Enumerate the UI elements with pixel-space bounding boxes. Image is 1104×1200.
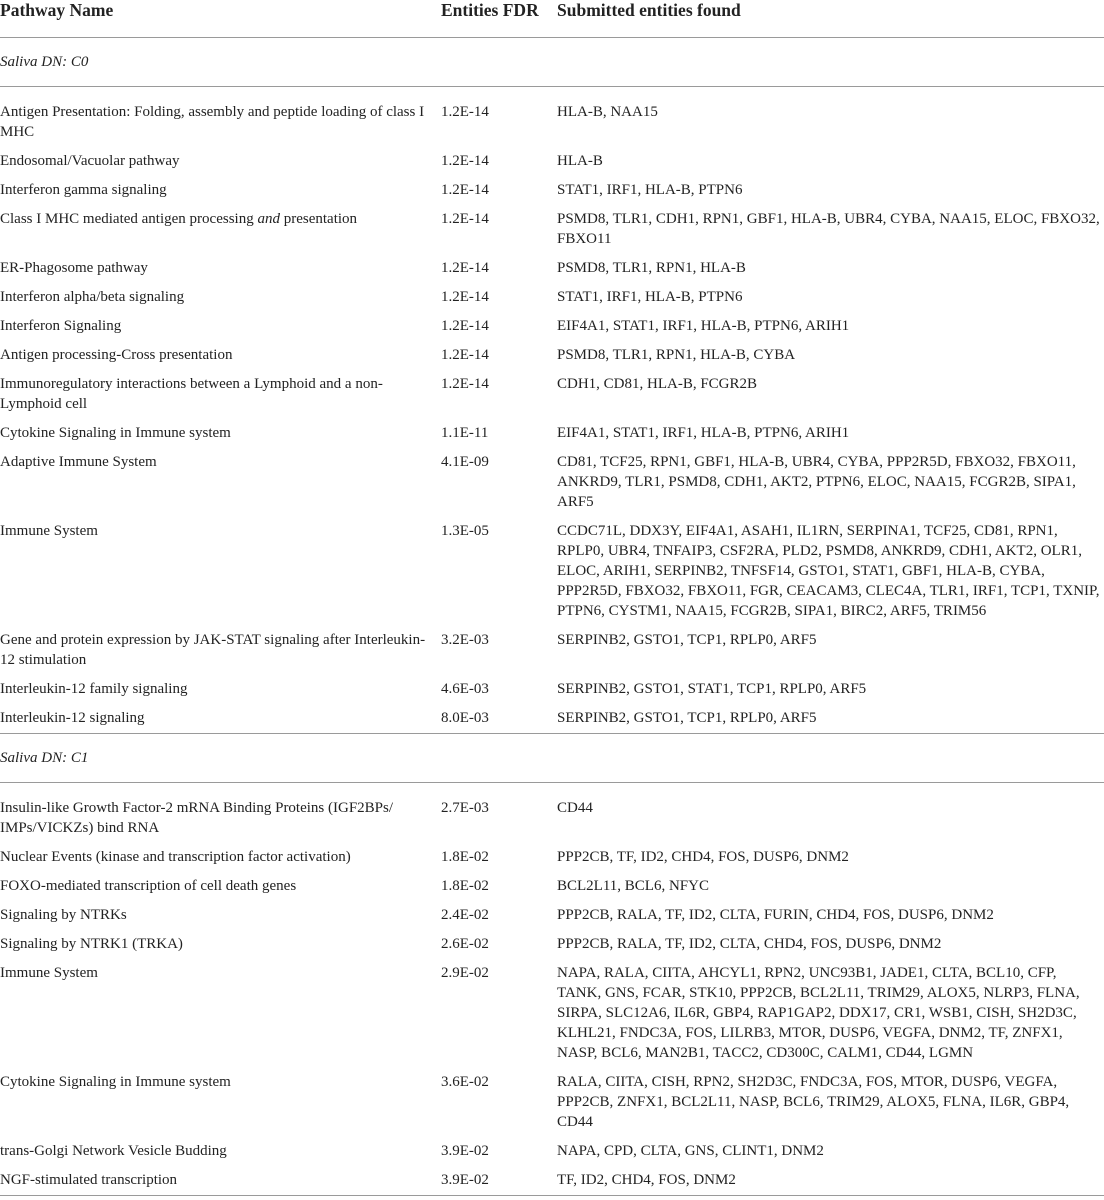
pathway-name-cell xyxy=(0,675,441,704)
submitted-entities-cell: CCDC71L, DDX3Y, EIF4A1, ASAH1, IL1RN, SERPINA1, TCF25, CD81, RPN1, RPLP0, UBR4, TNFAIP3, CSF2RA, PLD2, PSMD8, ANKRD9, CDH1, AKT2, OLR1, ELOC, ARIH1, SERPINB2, TNFSF14, GSTO1, STAT1, GBF1, HLA-B, CYBA, PPP2R5D, FBXO32, FBXO11, FGR, CEACAM3, CLEC4A, TLR1, IRF1, TCP1, TXNIP, PTPN6, CYSTM1, NAA15, FCGR2B, SIPA1, BIRC2, ARF5, TRIM56 xyxy=(557,523,1100,619)
header-submitted-entities: Submitted entities found xyxy=(557,0,741,20)
submitted-entities-cell: CD44 xyxy=(557,800,593,816)
section-title: Saliva DN: C0 xyxy=(0,54,89,70)
entities-fdr-cell: 1.2E-14 xyxy=(441,347,489,363)
section-c0 xyxy=(0,38,1104,734)
entities-fdr-cell: 1.1E-11 xyxy=(441,425,489,441)
pathway-name-text: Class I MHC mediated antigen processing xyxy=(0,211,258,227)
table-row xyxy=(0,872,1104,901)
entities-fdr-cell: 1.2E-14 xyxy=(441,289,489,305)
pathway-name-text: FOXO-mediated transcription of cell death genes xyxy=(0,878,297,894)
table-row xyxy=(0,176,1104,205)
pathway-name-cell xyxy=(0,1137,441,1166)
submitted-entities-cell: CD81, TCF25, RPN1, GBF1, HLA-B, UBR4, CYBA, PPP2R5D, FBXO32, FBXO11, ANKRD9, TLR1, PSMD8, CDH1, AKT2, PTPN6, ELOC, NAA15, FCGR2B, SIPA1, ARF5 xyxy=(557,454,1076,510)
submitted-entities-cell: EIF4A1, STAT1, IRF1, HLA-B, PTPN6, ARIH1 xyxy=(557,425,850,441)
entities-fdr-cell: 2.4E-02 xyxy=(441,907,489,923)
table-row xyxy=(0,147,1104,176)
submitted-entities-cell: NAPA, CPD, CLTA, GNS, CLINT1, DNM2 xyxy=(557,1143,824,1159)
table-row xyxy=(0,1166,1104,1196)
entities-fdr-cell: 1.2E-14 xyxy=(441,211,489,227)
entities-fdr-cell: 3.9E-02 xyxy=(441,1172,489,1188)
pathway-name-text: Interferon Signaling xyxy=(0,318,122,334)
table-row xyxy=(0,1068,1104,1137)
table-header xyxy=(0,0,1104,38)
submitted-entities-cell: STAT1, IRF1, HLA-B, PTPN6 xyxy=(557,289,743,305)
pathway-name-text: Insulin-like Growth Factor-2 mRNA Binding Proteins (IGF2BPs/ IMPs/VICKZs) bind RNA xyxy=(0,800,394,836)
pathway-name-text: Interleukin-12 family signaling xyxy=(0,681,188,697)
submitted-entities-cell: PPP2CB, TF, ID2, CHD4, FOS, DUSP6, DNM2 xyxy=(557,849,849,865)
submitted-entities-cell: HLA-B xyxy=(557,153,603,169)
submitted-entities-cell: PSMD8, TLR1, RPN1, HLA-B xyxy=(557,260,746,276)
pathway-name-cell xyxy=(0,872,441,901)
table-row xyxy=(0,370,1104,419)
table-row xyxy=(0,312,1104,341)
header-entities-fdr: Entities FDR xyxy=(441,0,539,20)
pathway-name-text: trans-Golgi Network Vesicle Budding xyxy=(0,1143,227,1159)
pathway-name-text: Gene and protein expression by JAK-STAT signaling after Interleukin-12 stimulation xyxy=(0,632,426,668)
entities-fdr-cell: 4.6E-03 xyxy=(441,681,489,697)
pathway-name-cell xyxy=(0,1068,441,1137)
submitted-entities-cell: TF, ID2, CHD4, FOS, DNM2 xyxy=(557,1172,736,1188)
pathway-name-text: Immune System xyxy=(0,523,98,539)
entities-fdr-cell: 1.3E-05 xyxy=(441,523,489,539)
table-row xyxy=(0,675,1104,704)
pathway-name-cell xyxy=(0,254,441,283)
pathway-name-italic: and xyxy=(257,211,280,227)
pathway-name-text: Cytokine Signaling in Immune system xyxy=(0,425,231,441)
pathway-name-text: Immune System xyxy=(0,965,98,981)
table-row xyxy=(0,283,1104,312)
submitted-entities-cell: HLA-B, NAA15 xyxy=(557,104,658,120)
table-row xyxy=(0,843,1104,872)
table-row xyxy=(0,341,1104,370)
section-header-row xyxy=(0,734,1104,783)
submitted-entities-cell: PSMD8, TLR1, RPN1, HLA-B, CYBA xyxy=(557,347,796,363)
section-c1 xyxy=(0,734,1104,1196)
entities-fdr-cell: 3.6E-02 xyxy=(441,1074,489,1090)
table-row xyxy=(0,419,1104,448)
pathway-name-cell xyxy=(0,930,441,959)
pathway-name-cell xyxy=(0,205,441,254)
entities-fdr-cell: 1.2E-14 xyxy=(441,376,489,392)
pathway-name-cell xyxy=(0,626,441,675)
submitted-entities-cell: SERPINB2, GSTO1, STAT1, TCP1, RPLP0, ARF5 xyxy=(557,681,867,697)
pathway-name-cell xyxy=(0,959,441,1068)
submitted-entities-cell: STAT1, IRF1, HLA-B, PTPN6 xyxy=(557,182,743,198)
pathway-name-text: Signaling by NTRK1 (TRKA) xyxy=(0,936,183,952)
pathway-name-text: Immunoregulatory interactions between a Lymphoid and a non-Lymphoid cell xyxy=(0,376,383,412)
pathway-name-cell xyxy=(0,283,441,312)
entities-fdr-cell: 1.2E-14 xyxy=(441,318,489,334)
table-row xyxy=(0,901,1104,930)
pathway-name-text: Adaptive Immune System xyxy=(0,454,157,470)
pathway-name-text: Interleukin-12 signaling xyxy=(0,710,145,726)
submitted-entities-cell: NAPA, RALA, CIITA, AHCYL1, RPN2, UNC93B1, JADE1, CLTA, BCL10, CFP, TANK, GNS, FCAR, STK10, PPP2CB, BCL2L11, TRIM29, ALOX5, NLRP3, FLNA, SIRPA, SLC12A6, IL6R, GBP4, RAP1GAP2, DDX17, CR1, WSB1, CISH, SH2D3C, KLHL21, FNDC3A, FOS, LILRB3, MTOR, DUSP6, VEGFA, DNM2, TF, ZNFX1, NASP, BCL6, MAN2B1, TACC2, CD300C, CALM1, CD44, LGMN xyxy=(557,965,1080,1061)
entities-fdr-cell: 2.6E-02 xyxy=(441,936,489,952)
table-row xyxy=(0,704,1104,734)
pathway-name-text: Antigen Presentation: Folding, assembly and peptide loading of class I MHC xyxy=(0,104,425,140)
table-row xyxy=(0,783,1104,844)
table-row xyxy=(0,959,1104,1068)
pathway-name-cell xyxy=(0,370,441,419)
entities-fdr-cell: 1.2E-14 xyxy=(441,153,489,169)
pathway-name-cell xyxy=(0,448,441,517)
pathway-name-text: Antigen processing-Cross presentation xyxy=(0,347,233,363)
pathway-name-cell xyxy=(0,843,441,872)
submitted-entities-cell: CDH1, CD81, HLA-B, FCGR2B xyxy=(557,376,758,392)
entities-fdr-cell: 2.7E-03 xyxy=(441,800,489,816)
entities-fdr-cell: 1.8E-02 xyxy=(441,878,489,894)
table-row xyxy=(0,517,1104,626)
entities-fdr-cell: 1.2E-14 xyxy=(441,182,489,198)
pathway-name-cell xyxy=(0,312,441,341)
table-row xyxy=(0,254,1104,283)
section-header-row xyxy=(0,38,1104,87)
entities-fdr-cell: 3.2E-03 xyxy=(441,632,489,648)
entities-fdr-cell: 8.0E-03 xyxy=(441,710,489,726)
submitted-entities-cell: PPP2CB, RALA, TF, ID2, CLTA, FURIN, CHD4, FOS, DUSP6, DNM2 xyxy=(557,907,994,923)
header-pathway-name: Pathway Name xyxy=(0,0,114,20)
table-row xyxy=(0,930,1104,959)
table-row xyxy=(0,626,1104,675)
table-row xyxy=(0,205,1104,254)
submitted-entities-cell: SERPINB2, GSTO1, TCP1, RPLP0, ARF5 xyxy=(557,710,817,726)
entities-fdr-cell: 1.8E-02 xyxy=(441,849,489,865)
submitted-entities-cell: PSMD8, TLR1, CDH1, RPN1, GBF1, HLA-B, UBR4, CYBA, NAA15, ELOC, FBXO32, FBXO11 xyxy=(557,211,1100,247)
pathway-name-cell xyxy=(0,1166,441,1196)
pathway-name-text: ER-Phagosome pathway xyxy=(0,260,148,276)
submitted-entities-cell: BCL2L11, BCL6, NFYC xyxy=(557,878,709,894)
pathway-name-cell xyxy=(0,704,441,734)
section-title: Saliva DN: C1 xyxy=(0,750,89,766)
table-row xyxy=(0,1137,1104,1166)
entities-fdr-cell: 2.9E-02 xyxy=(441,965,489,981)
header-row xyxy=(0,0,1104,38)
pathway-name-text: Endosomal/Vacuolar pathway xyxy=(0,153,180,169)
pathway-name-cell xyxy=(0,517,441,626)
entities-fdr-cell: 3.9E-02 xyxy=(441,1143,489,1159)
pathway-name-cell xyxy=(0,341,441,370)
pathway-name-text: Interferon gamma signaling xyxy=(0,182,167,198)
pathway-name-cell xyxy=(0,147,441,176)
entities-fdr-cell: 1.2E-14 xyxy=(441,104,489,120)
submitted-entities-cell: PPP2CB, RALA, TF, ID2, CLTA, CHD4, FOS, DUSP6, DNM2 xyxy=(557,936,942,952)
pathway-name-cell xyxy=(0,419,441,448)
pathway-name-text: Interferon alpha/beta signaling xyxy=(0,289,185,305)
entities-fdr-cell: 1.2E-14 xyxy=(441,260,489,276)
pathway-name-text: Cytokine Signaling in Immune system xyxy=(0,1074,231,1090)
pathway-name-text: Signaling by NTRKs xyxy=(0,907,127,923)
entities-fdr-cell: 4.1E-09 xyxy=(441,454,489,470)
pathway-name-cell xyxy=(0,783,441,844)
pathway-name-cell xyxy=(0,176,441,205)
pathway-name-text: NGF-stimulated transcription xyxy=(0,1172,178,1188)
pathway-name-cell xyxy=(0,87,441,148)
submitted-entities-cell: RALA, CIITA, CISH, RPN2, SH2D3C, FNDC3A, FOS, MTOR, DUSP6, VEGFA, PPP2CB, ZNFX1, BCL2L11, NASP, BCL6, TRIM29, ALOX5, FLNA, IL6R, GBP4, CD44 xyxy=(557,1074,1070,1130)
pathway-name-text: Nuclear Events (kinase and transcription factor activation) xyxy=(0,849,351,865)
pathway-name-text: presentation xyxy=(279,211,358,227)
table-row xyxy=(0,87,1104,148)
pathway-name-cell xyxy=(0,901,441,930)
submitted-entities-cell: EIF4A1, STAT1, IRF1, HLA-B, PTPN6, ARIH1 xyxy=(557,318,850,334)
submitted-entities-cell: SERPINB2, GSTO1, TCP1, RPLP0, ARF5 xyxy=(557,632,817,648)
table-row xyxy=(0,448,1104,517)
